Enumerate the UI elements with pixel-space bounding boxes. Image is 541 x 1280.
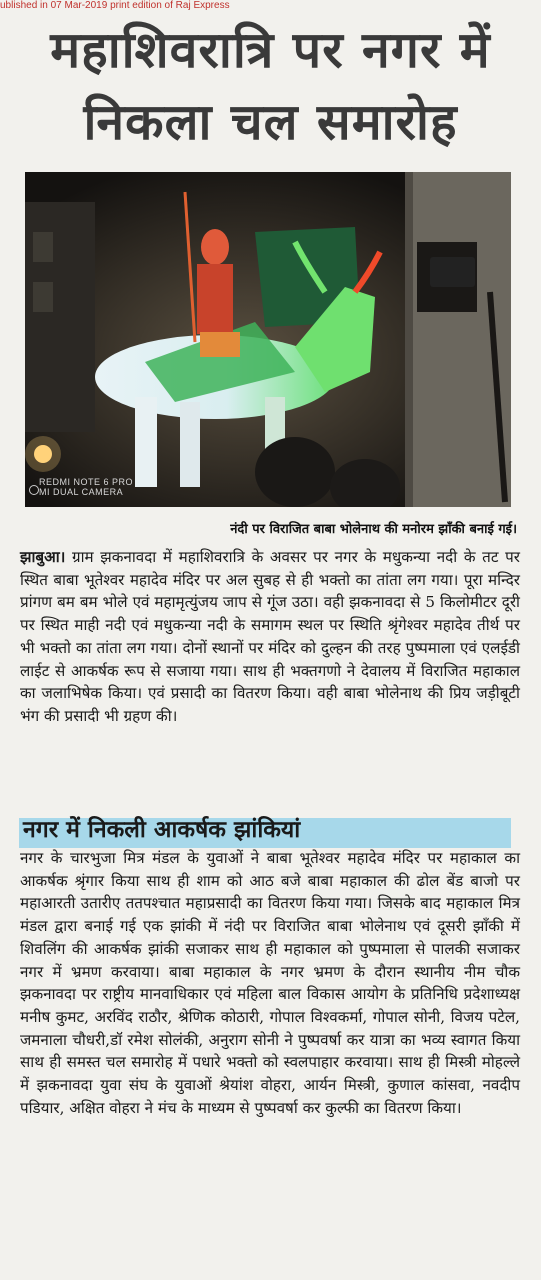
subheading-band bbox=[19, 818, 511, 848]
article-photo bbox=[25, 172, 511, 507]
watermark-line-2: MI DUAL CAMERA bbox=[39, 487, 124, 497]
watermark-line-1: REDMI NOTE 6 PRO bbox=[39, 477, 134, 487]
photo-watermark bbox=[39, 477, 133, 497]
paragraph-1-text: ग्राम झकनावदा में महाशिवरात्रि के अवसर पर नगर के मधुकन्या नदी के तट पर स्थित बाबा भूतेश्वर महादेव मंदिर पर अल सुबह से ही भक्तो का तांता लग गया। पूरा मन्दिर प्रांगण बम बम भोले एवं महामृत्युंजय जाप से गूंज उठा। वही झकनावदा से 5 किलोमीटर दूरी पर स्थित माही नदी एवं मधुकन्या नदी के समागम स्थल पर स्थिति श्रृंगेश्वर महादेव तीर्थ पर भी भक्तो का तांता लग गया। दोनों स्थानों पर मंदिर को दुल्हन की तरह पुष्पमाला एवं एलईडी लाईट से आकर्षक रूप से सजाया गया। साथ ही भक्तगणो ने देवालय में विराजित महाकाल का जलाभिषेक किया। एवं प्रसादी का वितरण किया। वही बाबा भोलेनाथ की प्रिय जड़ीबूटी भंग की प्रसादी भी ग्रहण की। bbox=[20, 548, 520, 725]
tableau-illustration bbox=[25, 172, 511, 507]
article-paragraph-2 bbox=[20, 847, 520, 1119]
camera-logo-icon bbox=[29, 485, 39, 495]
edition-note: ublished in 07 Mar-2019 print edition of Raj Express bbox=[0, 0, 230, 11]
headline bbox=[10, 14, 531, 158]
paragraph-2-text: नगर के चारभुजा मित्र मंडल के युवाओं ने बाबा भूतेश्वर महादेव मंदिर पर महाकाल का आकर्षक श्रृंगार किया साथ ही शाम को आठ बजे बाबा महाकाल की ढोल बेंड बाजो पर महाआरती उतारीए ततपश्चात महाप्रसादी का वितरण किया गया। जिसके बाद महाकाल मित्र मंडल द्वारा बनाई गई एक झांकी में नंदी पर विराजित बाबा भोलेनाथ एवं दूसरी झाँकी में शिवलिंग की आकर्षक झांकी सजाकर साथ ही महाकाल को पुष्पमाला से पालकी सजाकर नगर में भ्रमण करवाया। बाबा महाकाल के नगर भ्रमण के दौरान स्थानीय नीम चौक झकनावदा पर राष्ट्रीय मानवाधिकार एवं महिला बाल विकास आयोग के प्रतिनिधि प्रदेशाध्यक्ष मनीष कुमट, अरविंद राठौर, श्रेणिक कोठारी, गोपाल विश्वकर्मा, गोपाल सोनी, विजय पटेल, जमनाला चौधरी,डॉ रमेश सोलंकी, अनुराग सोनी ने पुष्पवर्षा कर यात्रा का भव्य स्वागत किया साथ ही समस्त चल समारोह में पधारे भक्तो को स्वलपाहार करवाया। साथ ही मिस्त्री मोहल्ले में झकनावदा युवा संघ के युवाओं श्रेयांश वोहरा, आर्यन मिस्त्री, कुणाल कांसवा, नवदीप पडियार, अक्षित वोहरा ने मंच के माध्यम से पुष्पवर्षा कर कुल्फी का वितरण किया। bbox=[20, 849, 520, 1117]
headline-line-2: निकला चल समारोह bbox=[83, 93, 458, 151]
article-paragraph-1 bbox=[20, 546, 520, 728]
headline-line-1: महाशिवरात्रि पर नगर में bbox=[50, 21, 491, 79]
photo-caption: नंदी पर विराजित बाबा भोलेनाथ की मनोरम झाँकी बनाई गई। bbox=[230, 522, 517, 537]
dateline: झाबुआ। bbox=[20, 548, 66, 566]
subheading: नगर में निकली आकर्षक झांकियां bbox=[23, 817, 301, 843]
